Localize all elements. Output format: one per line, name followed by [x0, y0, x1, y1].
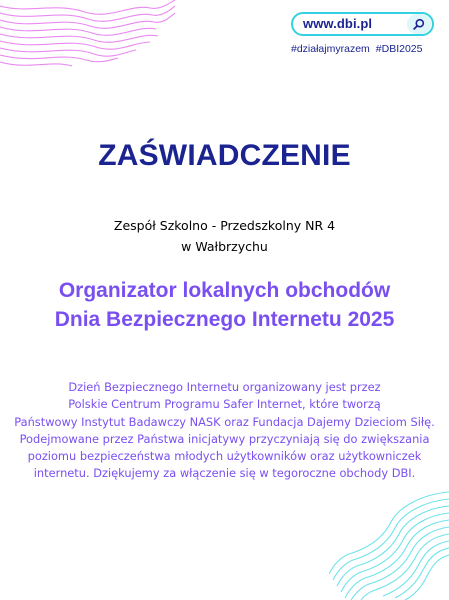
description-line: Podejmowane przez Państwa inicjatywy przyczyniają się do zwiększania [19, 431, 430, 446]
certificate-title: ZAŚWIADCZENIE [98, 139, 351, 172]
website-search-box[interactable] [291, 12, 434, 36]
website-url[interactable]: www.dbi.pl [303, 16, 373, 31]
role-heading-line: Dnia Bezpiecznego Internetu 2025 [54, 308, 395, 331]
wave-decoration-top-left [0, 0, 175, 75]
description-line: Polskie Centrum Programu Safer Internet, które tworzą [68, 397, 381, 412]
role-heading [0, 276, 449, 334]
hashtag-dbi2025: #DBI2025 [375, 43, 423, 55]
description-line: Dzień Bezpiecznego Internetu organizowany jest przez [68, 380, 381, 394]
school-city-line: w Wałbrzychu [181, 239, 268, 254]
description-paragraph [10, 379, 439, 483]
hashtag-dzialajmy-razem: #działajmyrazem [291, 43, 370, 55]
description-line: Państwowy Instytut Badawczy NASK oraz Fundacja Dajemy Dzieciom Siłę. [14, 414, 435, 429]
campaign-hashtags [291, 43, 441, 55]
school-name-line: Zespół Szkolno - Przedszkolny NR 4 [113, 218, 336, 233]
description-line: poziomu bezpieczeństwa młodych użytkowników oraz użytkowniczek [27, 449, 422, 464]
wave-decoration-bottom-right [329, 488, 449, 600]
search-button[interactable] [407, 14, 431, 34]
search-icon [413, 18, 425, 30]
school-name [0, 215, 449, 257]
role-heading-line: Organizator lokalnych obchodów [58, 279, 391, 302]
description-line: internetu. Dziękujemy za włączenie się w tegoroczne obchody DBI. [33, 466, 416, 481]
